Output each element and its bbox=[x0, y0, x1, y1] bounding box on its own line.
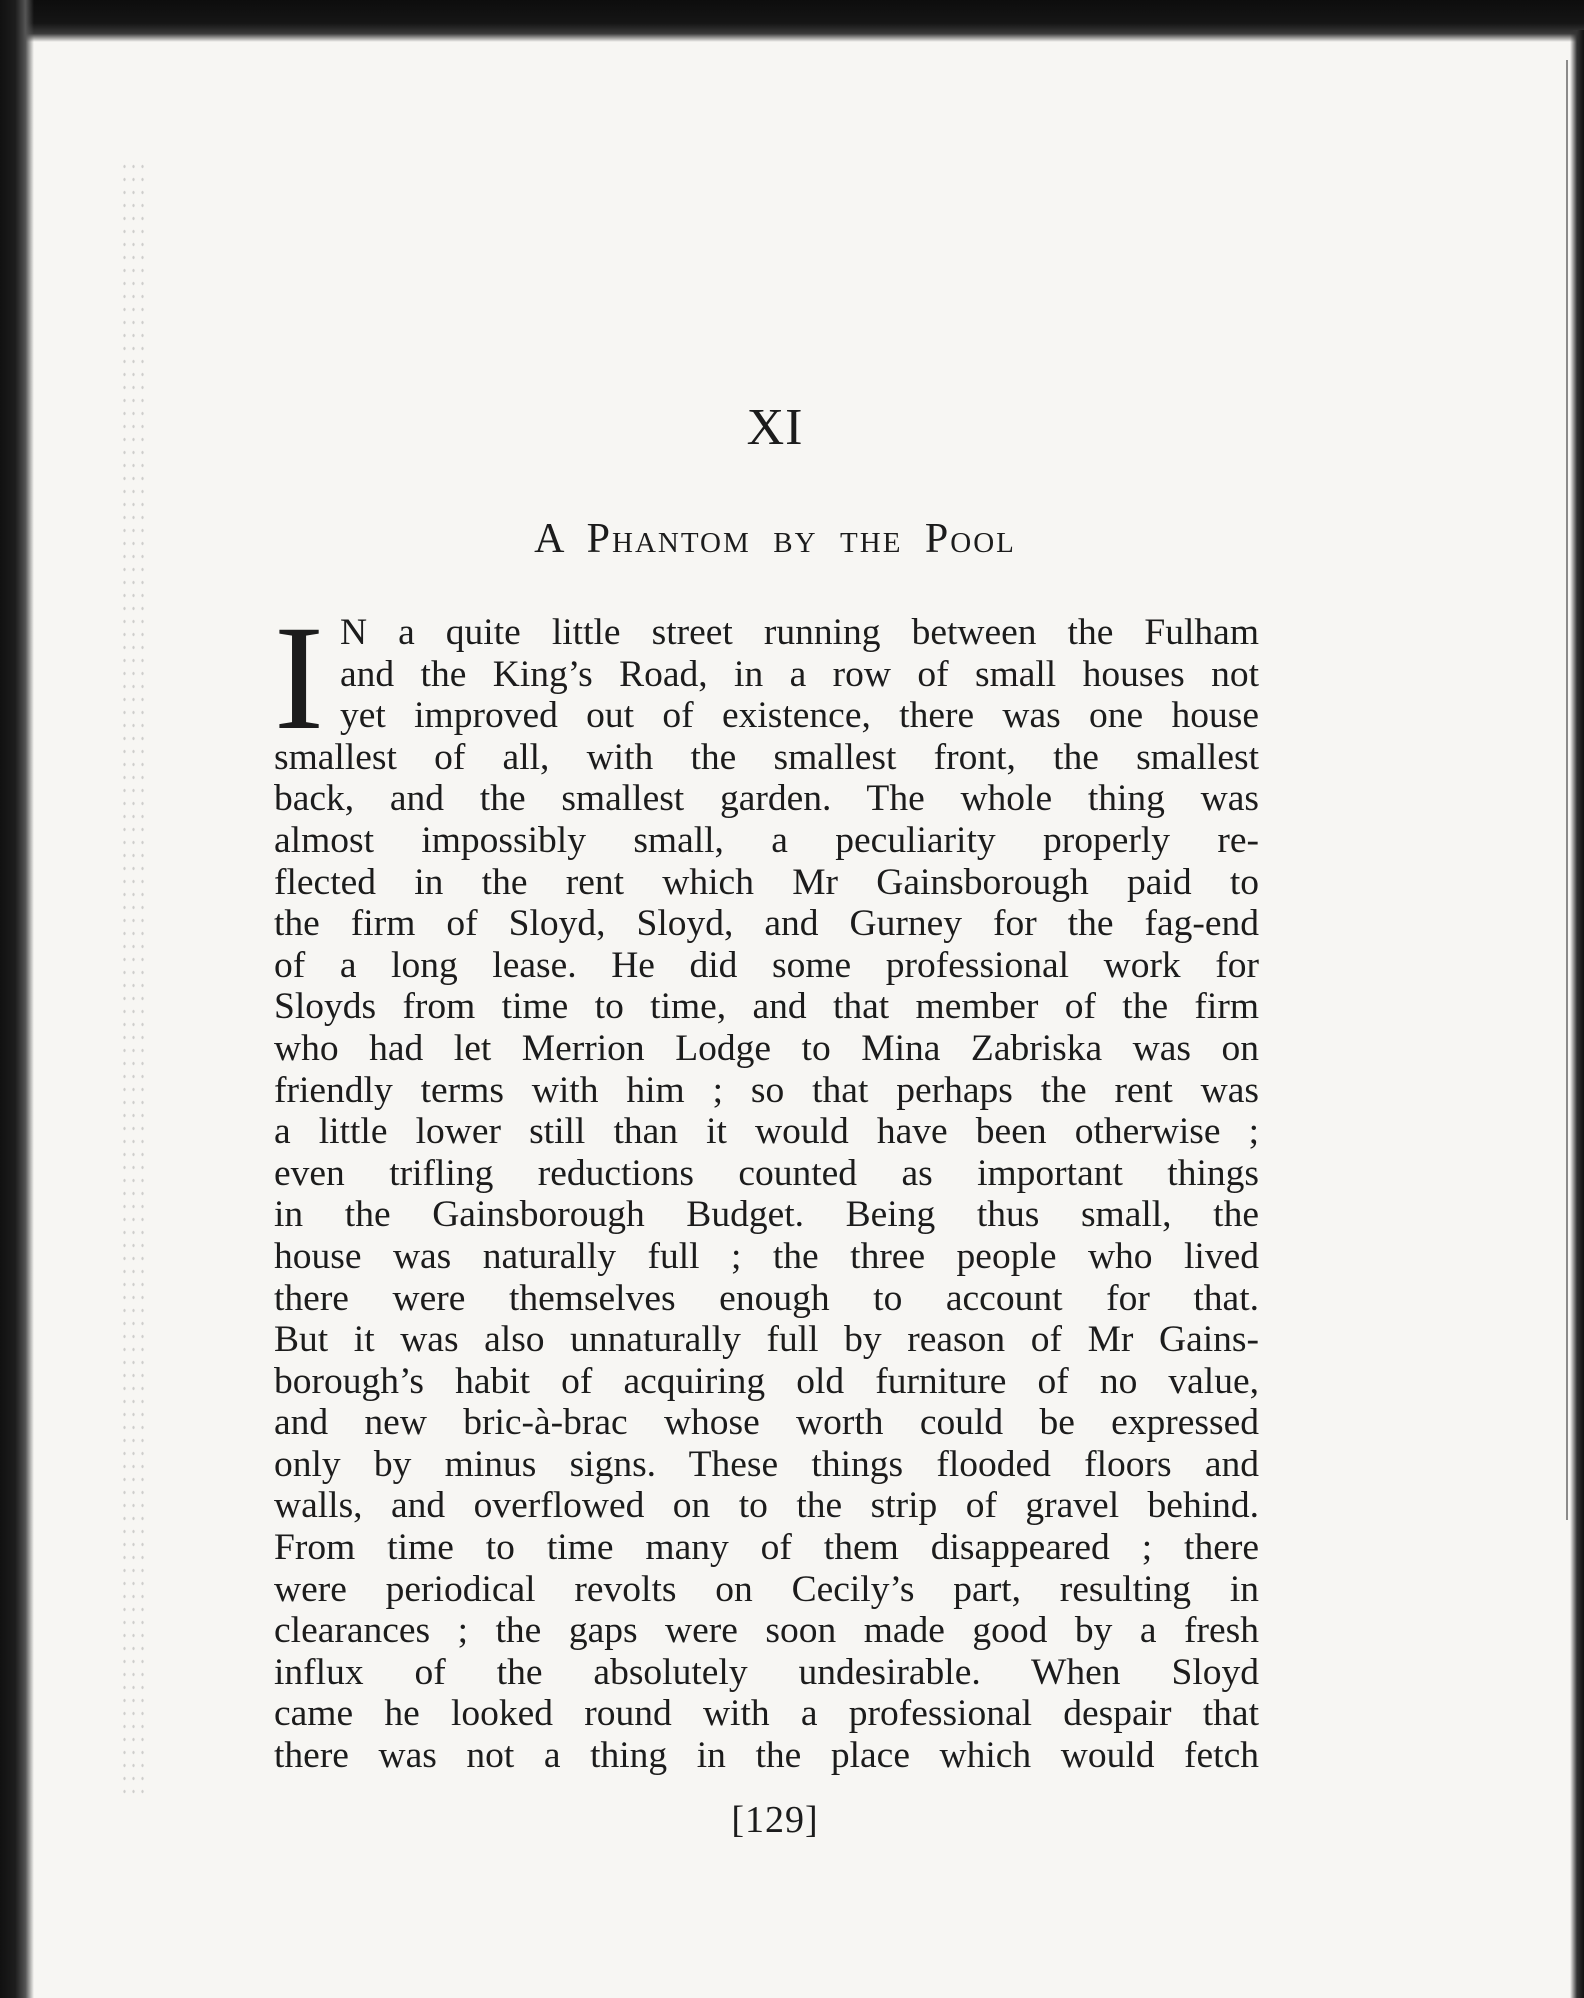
scan-left-edge bbox=[0, 0, 34, 1998]
text-line: were periodical revolts on Cecily’s part, resulting in bbox=[274, 1568, 1259, 1610]
text-line: in the Gainsborough Budget. Being thus small, the bbox=[274, 1194, 1259, 1236]
text-line: even trifling reductions counted as important things bbox=[274, 1152, 1259, 1194]
text-line: back, and the smallest garden. The whole thing was bbox=[274, 778, 1259, 820]
text-line: influx of the absolutely undesirable. When Sloyd bbox=[274, 1651, 1259, 1693]
text-line: there was not a thing in the place which would fetch bbox=[274, 1735, 1259, 1777]
text-line: friendly terms with him ; so that perhaps the rent was bbox=[274, 1069, 1259, 1111]
text-line: yet improved out of existence, there was one house bbox=[340, 695, 1259, 737]
text-line: came he looked round with a professional despair that bbox=[274, 1693, 1259, 1735]
text-line: borough’s habit of acquiring old furniture of no value, bbox=[274, 1360, 1259, 1402]
text-line: smallest of all, with the smallest front, the smallest bbox=[274, 736, 1259, 778]
chapter-number: XI bbox=[746, 399, 804, 456]
scan-right-edge bbox=[1570, 30, 1584, 1998]
text-line: house was naturally full ; the three people who lived bbox=[274, 1235, 1259, 1277]
text-line: who had let Merrion Lodge to Mina Zabriska was on bbox=[274, 1027, 1259, 1069]
scan-right-line bbox=[1566, 60, 1568, 1520]
text-line: of a long lease. He did some professional work for bbox=[274, 944, 1259, 986]
text-line: N a quite little street running between the Fulham bbox=[340, 612, 1259, 653]
drop-cap: I bbox=[274, 595, 324, 761]
page-number: [129] bbox=[731, 1799, 819, 1841]
text-line: only by minus signs. These things flooded floors and bbox=[274, 1443, 1259, 1485]
text-line: walls, and overflowed on to the strip of gravel behind. bbox=[274, 1485, 1259, 1527]
text-line: there were themselves enough to account for that. bbox=[274, 1277, 1259, 1319]
chapter-title: A Phantom by the Pool bbox=[534, 516, 1016, 562]
text-line: But it was also unnaturally full by reason of Mr Gains- bbox=[274, 1319, 1259, 1361]
text-line: Sloyds from time to time, and that member of the firm bbox=[274, 986, 1259, 1028]
text-line: flected in the rent which Mr Gainsborough paid to bbox=[274, 861, 1259, 903]
text-line: clearances ; the gaps were soon made good by a fresh bbox=[274, 1610, 1259, 1652]
text-line: From time to time many of them disappeared ; there bbox=[274, 1527, 1259, 1569]
text-line: the firm of Sloyd, Sloyd, and Gurney for the fag-end bbox=[274, 903, 1259, 945]
text-line: a little lower still than it would have been otherwise ; bbox=[274, 1111, 1259, 1153]
scan-top-edge bbox=[0, 0, 1584, 42]
text-line: almost impossibly small, a peculiarity properly re- bbox=[274, 819, 1259, 861]
body-text bbox=[274, 595, 1259, 1777]
text-line: and the King’s Road, in a row of small houses not bbox=[340, 653, 1259, 695]
text-line: and new bric-à-brac whose worth could be expressed bbox=[274, 1402, 1259, 1444]
